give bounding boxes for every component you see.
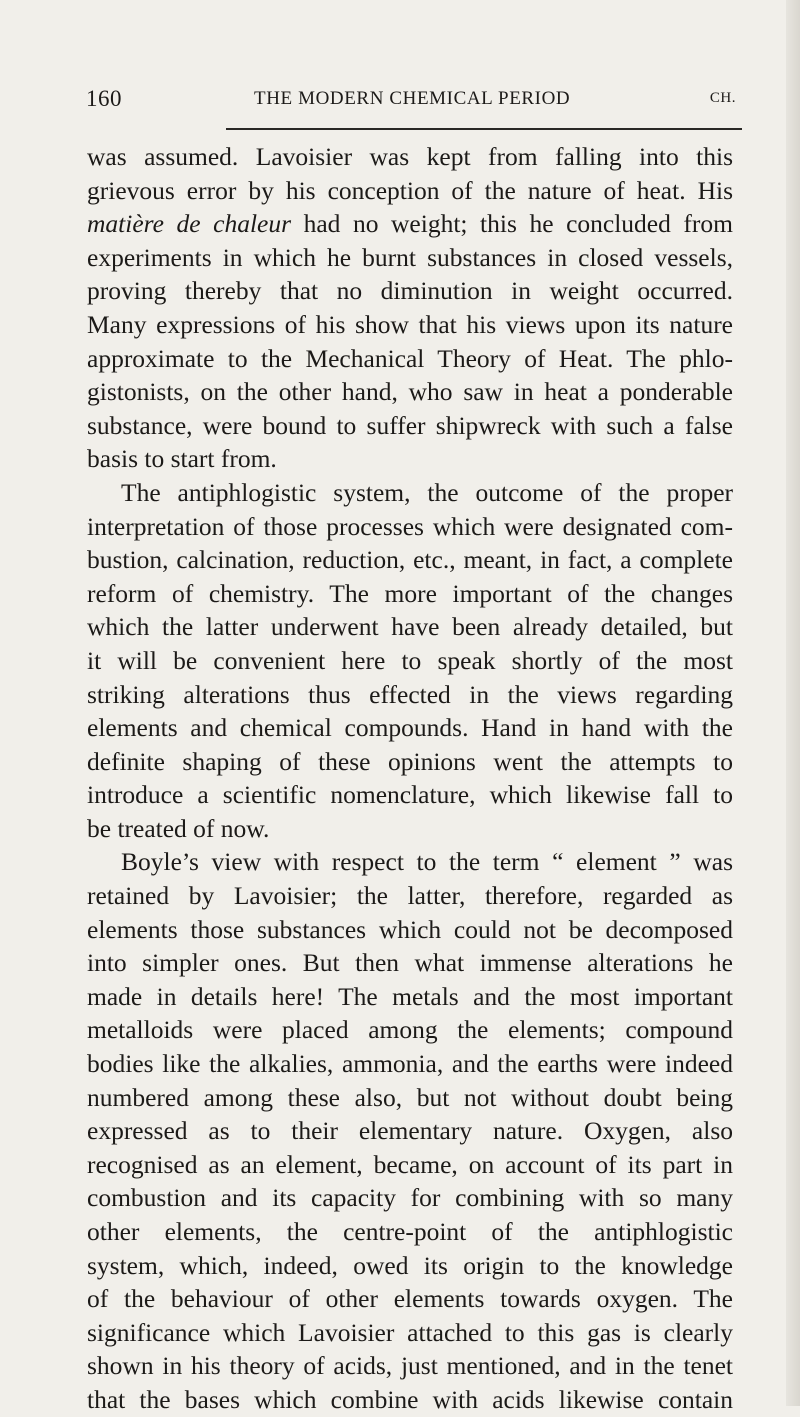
text-line: shown in his theory of acids, just mentioned, and in the tenet [87, 1351, 733, 1381]
text-line: substance, were bound to suffer shipwreck with such a false [87, 410, 733, 440]
text-line: elements those substances which could not be decomposed [87, 914, 733, 944]
text-line: be treated of now. [87, 813, 270, 843]
italic-term: matière de chaleur [87, 209, 292, 239]
page-header [86, 86, 736, 116]
header-rule [226, 128, 742, 130]
text-line: which the latter underwent have been already detailed, but [87, 612, 733, 642]
text-line: of the behaviour of other elements towards oxygen. The [87, 1284, 733, 1314]
page-edge-shadow [786, 0, 800, 1406]
text-line: significance which Lavoisier attached to this gas is clearly [87, 1317, 733, 1347]
text-line: other elements, the centre-point of the antiphlogistic [87, 1217, 733, 1246]
paragraph-start: The antiphlogistic system, the outcome of the proper [121, 477, 733, 507]
text-line: numbered among these also, but not without doubt being [87, 1082, 733, 1112]
text-line: metalloids were placed among the elements; compound [87, 1015, 733, 1045]
page-number: 160 [86, 86, 122, 111]
text-line: that the bases which combine with acids likewise contain [87, 1384, 733, 1414]
text-line: approximate to the Mechanical Theory of Heat. The phlo- [87, 343, 733, 373]
text-line: expressed as to their elementary nature. Oxygen, also [87, 1116, 733, 1146]
text-line: definite shaping of these opinions went the attempts to [87, 746, 733, 776]
paragraph-start: Boyle’s view with respect to the term “ element ” was [121, 847, 733, 877]
text-line: made in details here! The metals and the most important [87, 981, 733, 1011]
text-line: system, which, indeed, owed its origin to the knowledge [87, 1250, 733, 1280]
running-title: THE MODERN CHEMICAL PERIOD [254, 88, 571, 109]
text-line: bodies like the alkalies, ammonia, and the earths were indeed [87, 1049, 733, 1079]
text-line: elements and chemical compounds. Hand in hand with the [87, 713, 733, 743]
chapter-abbreviation: CH. [709, 90, 736, 106]
text-line: interpretation of those processes which were designated com- [87, 511, 733, 541]
text-line: combustion and its capacity for combining with so many [87, 1183, 733, 1213]
text-line: grievous error by his conception of the nature of heat. His [87, 175, 733, 205]
text-line: introduce a scientific nomenclature, which likewise fall to [87, 780, 733, 810]
text-line: basis to start from. [87, 444, 277, 474]
body-text [87, 140, 733, 1417]
text-line: proving thereby that no diminution in weight occurred. [87, 276, 733, 306]
text-line: reform of chemistry. The more important of the changes [87, 578, 733, 608]
text-line [87, 207, 733, 241]
text-line: into simpler ones. But then what immense alterations he [87, 948, 733, 978]
text-line: it will be convenient here to speak shortly of the most [87, 645, 733, 675]
text-line: was assumed. Lavoisier was kept from falling into this [87, 142, 733, 171]
text-line: bustion, calcination, reduction, etc., meant, in fact, a complete [87, 545, 733, 575]
text-line: Many expressions of his show that his views upon its nature [87, 309, 733, 339]
text-line: recognised as an element, became, on account of its part in [87, 1149, 733, 1179]
text-line: gistonists, on the other hand, who saw in heat a ponderable [87, 377, 733, 407]
text-line: experiments in which he burnt substances in closed vessels, [87, 242, 733, 272]
text-line-rest: had no weight; this he concluded from [291, 209, 733, 239]
text-line: striking alterations thus effected in the views regarding [87, 679, 733, 709]
text-line: retained by Lavoisier; the latter, therefore, regarded as [87, 881, 733, 911]
